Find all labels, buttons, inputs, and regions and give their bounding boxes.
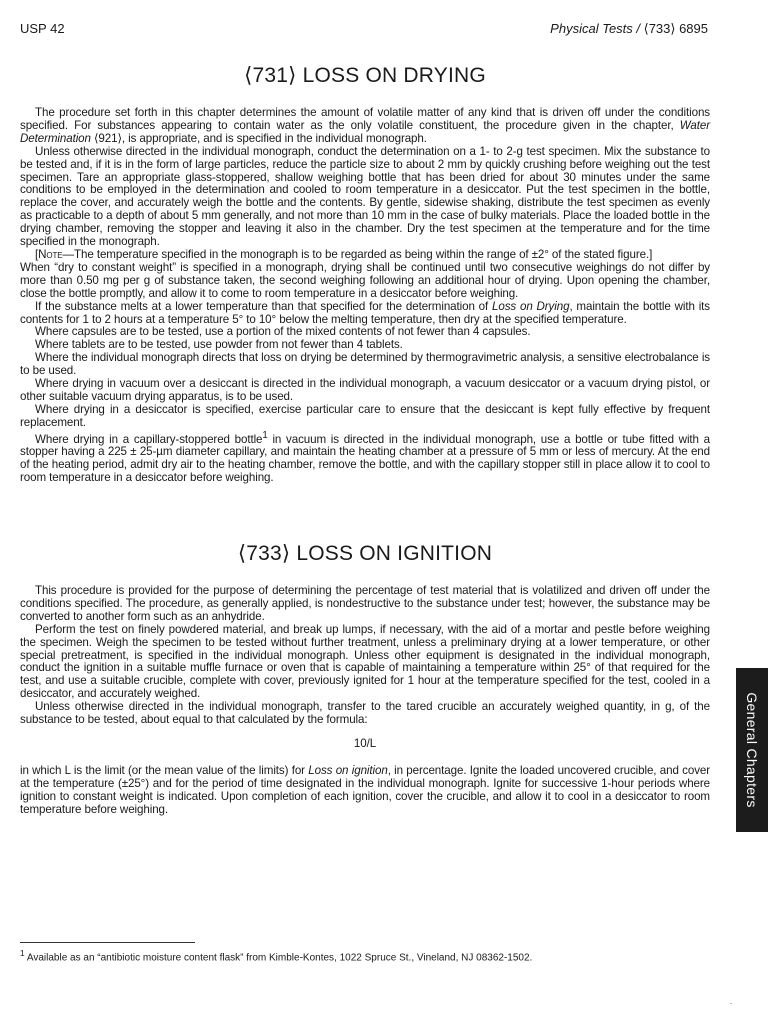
text: Where drying in a capillary-stoppered bottle	[35, 432, 263, 446]
footnote-marker: 1	[20, 948, 25, 958]
paragraph: Unless otherwise directed in the individual monograph, conduct the determination on a 1- to 2-g test specimen. Mix the substance to be tested and, if it is in the form of large particles, reduce the particle size to about 2 mm by quickly crushing before weighing out the test specimen. Tare an appropriate glass-stoppered, shallow weighing bottle that has been dried for about 30 minutes under the same conditions to be employed in the determination and cooled to room temperature in a desiccator. Put the test specimen in the bottle, replace the cover, and accurately weigh the bottle and the contents. By gentle, sidewise shaking, distribute the test specimen as evenly as practicable to a depth of about 5 mm generally, and not more than 10 mm in the case of bulky materials. Place the loaded bottle in the drying chamber, removing the stopper and leaving it also in the chamber. Dry the test specimen at the temperature and for the time specified in the monograph.	[20, 144, 710, 249]
paragraph: Where drying in a desiccator is specified, exercise particular care to ensure that the desiccant is kept fully effective by frequent replacement.	[20, 402, 710, 429]
paragraph: Unless otherwise directed in the individual monograph, transfer to the tared crucible an accurately weighed quantity, in g, of the substance to be tested, about equal to that calculated by the formula:	[20, 700, 710, 727]
chapter-reference: Loss on Drying	[492, 299, 570, 313]
scan-mark	[730, 1003, 732, 1004]
text: , maintain the bottle with its contents for 1 to 2 hours at a temperature 5° to 10° below the melting temperature, then dry at the specified temperature.	[20, 299, 710, 326]
text: —The temperature specified in the monograph is to be regarded as being within the range of ±2° of the stated figure.]	[62, 247, 653, 261]
text: [	[35, 247, 39, 261]
section-loss-on-ignition	[20, 585, 710, 817]
text: in vacuum is directed in the individual monograph, use a bottle or tube fitted with a stopper having a 225 ± 25-µm diameter capillary, and maintain the heating chamber at a pressure of 5 mm or less of mercury. At the end of the heating period, admit dry air to the heating chamber, remove the bottle, and with the capillary stopper still in place allow it to cool to room temperature in a desiccator before weighing.	[20, 432, 710, 485]
note-label: Note	[38, 247, 63, 261]
section-loss-on-drying	[20, 107, 710, 485]
formula: 10/L	[353, 736, 377, 750]
text: , in percentage. Ignite the loaded uncovered crucible, and cover at the temperature (±25°) and for the period of time designated in the individual monograph. Ignite for successive 1-hour periods where ignition to constant weight is indicated. Upon completion of each ignition, cover the crucible, and allow it to cool in a desiccator to room temperature before weighing.	[20, 763, 710, 816]
paragraph	[20, 107, 710, 146]
paragraph: This procedure is provided for the purpose of determining the percentage of test material that is volatilized and driven off under the conditions specified. The procedure, as generally applied, is nondestructive to the substance under test; however, the substance may be converted to another form such as an anhydride.	[20, 584, 710, 623]
chapter-reference: Loss on ignition	[308, 763, 388, 777]
side-tab-general-chapters	[736, 668, 768, 832]
text: in which L is the limit (or the mean value of the limits) for	[20, 763, 309, 777]
footnote-text: Available as an “antibiotic moisture content flask” from Kimble-Kontes, 1022 Spruce St., Vineland, NJ 08362-1502.	[24, 952, 533, 964]
paragraph: Where drying in vacuum over a desiccant is directed in the individual monograph, a vacuum desiccator or a vacuum drying pistol, or other suitable vacuum drying apparatus, is to be used.	[20, 377, 710, 403]
running-header-right	[550, 21, 708, 37]
paragraph	[20, 765, 710, 817]
paragraph	[20, 301, 710, 327]
footnote-reference: 1	[262, 429, 268, 441]
chapter-reference: Water Determination	[20, 118, 710, 145]
footnote-rule	[20, 942, 195, 943]
paragraph	[20, 430, 710, 485]
paragraph: Where capsules are to be tested, use a portion of the mixed contents of not fewer than 4 capsules.	[35, 325, 531, 339]
footnote	[20, 948, 532, 963]
text: The procedure set forth in this chapter determines the amount of volatile matter of any kind that is driven off under the conditions specified. For substances appearing to contain water as the only volatile constituent, the procedure given in the chapter,	[20, 106, 710, 132]
side-tab-label: General Chapters	[744, 692, 760, 808]
chapter-title-loss-on-ignition: ⟨733⟩ LOSS ON IGNITION	[237, 542, 493, 565]
note-paragraph	[20, 249, 710, 262]
paragraph: When “dry to constant weight” is specified in a monograph, drying shall be continued until two consecutive weighings do not differ by more than 0.50 mg per g of substance taken, the second weighing following an additional hour of drying. Upon opening the chamber, close the bottle promptly, and allow it to come to room temperature in a desiccator before weighing.	[20, 260, 710, 300]
text: ⟨921⟩, is appropriate, and is specified in the individual monograph.	[90, 131, 427, 145]
paragraph: Where tablets are to be tested, use powder from not fewer than 4 tablets.	[35, 338, 403, 352]
running-header-section: Physical Tests /	[550, 21, 644, 36]
paragraph: Where the individual monograph directs that loss on drying be determined by thermogravimetric analysis, a sensitive electrobalance is to be used.	[20, 351, 710, 378]
running-header-left: USP 42	[20, 21, 65, 36]
text: If the substance melts at a lower temperature than that specified for the determination of	[35, 299, 493, 313]
paragraph: Perform the test on finely powdered material, and break up lumps, if necessary, with the aid of a mortar and pestle before weighing the specimen. Weigh the specimen to be tested without further treatment, unless a preliminary drying at a lower temperature, or other special pretreatment, is specified in the individual monograph. Unless other equipment is designated in the individual monograph, conduct the ignition in a suitable muffle furnace or oven that is capable of maintaining a temperature within 25° of that required for the test, and use a suitable crucible, complete with cover, previously ignited for 1 hour at the temperature specified for the test, cooled in a desiccator, and accurately weighed.	[20, 622, 710, 701]
running-header-page: ⟨733⟩ 6895	[643, 21, 708, 36]
chapter-title-loss-on-drying: ⟨731⟩ LOSS ON DRYING	[244, 64, 486, 87]
